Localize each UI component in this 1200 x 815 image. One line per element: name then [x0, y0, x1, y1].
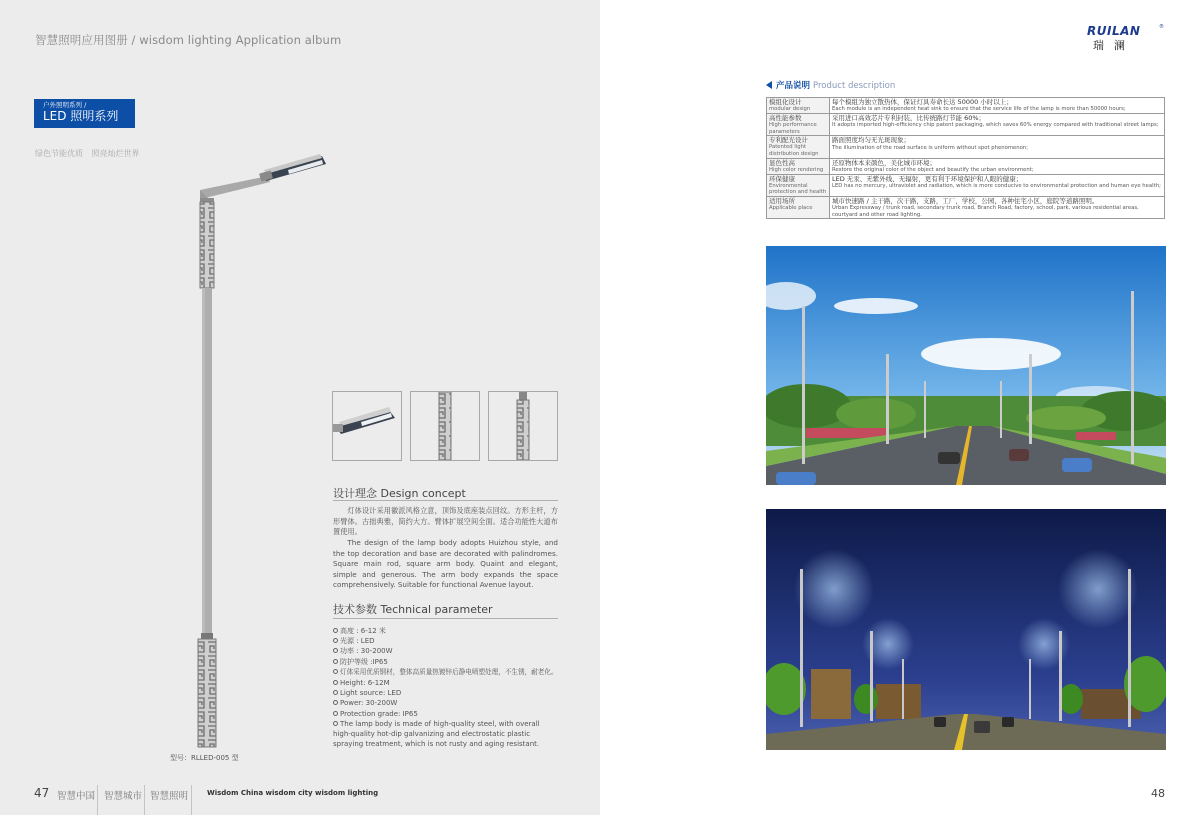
page-number-left: 47 [34, 786, 50, 800]
feature-detail-cell [830, 98, 1165, 114]
thumbnail-pole-base [488, 391, 558, 461]
thumbnail-lamp-head [332, 391, 402, 461]
feature-name-en: Applicable place [769, 205, 813, 212]
footer-category: 智慧中国 [57, 791, 96, 802]
technical-params-en [333, 678, 558, 749]
param-en-item: The lamp body is made of high-quality steel, with overall high-quality hot-dip galvanizing and electrostatic plastic spraying treatment, which is not rusty and aging resistant. [333, 719, 540, 749]
feature-detail-en: LED has no mercury, ultraviolet and radiation, which is more conducive to environmental protection and human eye health; [832, 183, 1161, 190]
description-row [767, 136, 1165, 158]
bullet-icon [333, 690, 338, 695]
design-concept-rule [333, 500, 558, 501]
bullet-icon [333, 659, 338, 664]
bullet-icon [333, 669, 338, 674]
ruilan-logo [1087, 24, 1167, 54]
bullet-icon [333, 721, 338, 726]
param-cn-item: 防护等级 :IP65 [333, 657, 563, 667]
feature-name-cn: 模组化设计 [769, 98, 802, 106]
bullet-icon [333, 700, 338, 705]
feature-name-cell [767, 113, 830, 135]
param-en-item: Power: 30-200W [333, 698, 558, 708]
technical-parameter-heading: 技术参数 Technical parameter [333, 603, 493, 616]
feature-detail-cn: 还原物体本来颜色，美化城市环境； [832, 158, 936, 167]
technical-params-cn [333, 626, 563, 677]
feature-detail-cell [830, 197, 1165, 219]
description-row [767, 98, 1165, 114]
footer-category: 智慧城市 [104, 791, 143, 802]
feature-detail-cn: LED 无汞、无紫外线、无辐射，更有利于环境保护和人眼的健康； [832, 174, 1023, 183]
feature-name-cell [767, 174, 830, 196]
feature-name-cell [767, 158, 830, 174]
product-description-table [766, 97, 1165, 219]
feature-name-en: modular design [769, 106, 811, 112]
design-concept-cn: 灯体设计采用徽派风格立意，顶饰及底座装点回纹。方形主杆，方形臂体。古拙典雅，简约大方。臂体扩展空间全面。适合功能性大道布置使用。 [333, 506, 558, 537]
param-en-item: Protection grade: IP65 [333, 709, 558, 719]
bullet-icon [333, 628, 338, 633]
feature-name-en: High performance parameters [769, 121, 817, 135]
album-title: 智慧照明应用图册 / wisdom lighting Application album [35, 33, 342, 47]
feature-detail-en: The illumination of the road surface is uniform without spot phenomenon; [832, 144, 1028, 151]
slogan: 绿色节能优质 照亮灿烂世界 [35, 149, 140, 158]
bullet-icon [333, 711, 338, 716]
feature-detail-cell [830, 136, 1165, 158]
series-badge [34, 99, 135, 128]
footer-category: 智慧照明 [150, 791, 189, 802]
logo-cn: 瑞澜 [1093, 39, 1135, 52]
section-marker-icon [766, 81, 772, 89]
feature-detail-cn: 每个模组为独立散热体，保证灯具寿命长达 50000 小时以上； [832, 98, 1013, 106]
feature-detail-cell [830, 174, 1165, 196]
model-number: 型号：RLLED-005 型 [170, 754, 239, 762]
feature-detail-cell [830, 158, 1165, 174]
thumbnail-pole-top [410, 391, 480, 461]
feature-detail-cell [830, 113, 1165, 135]
feature-name-cell [767, 136, 830, 158]
logo-brand: RUILAN [1087, 24, 1141, 38]
right-page [600, 0, 1200, 815]
street-lamp-illustration [170, 150, 335, 750]
detail-thumbnails [332, 391, 558, 461]
bullet-icon [333, 648, 338, 653]
footer-divider [97, 785, 98, 815]
feature-name-en: Patented light distribution design [769, 144, 819, 158]
footer-slogan-en: Wisdom China wisdom city wisdom lighting [207, 789, 379, 797]
pole-ornament-icon [411, 392, 479, 460]
bullet-icon [333, 680, 338, 685]
nighttime-road-photo [766, 509, 1166, 750]
footer-divider [191, 785, 192, 815]
feature-name-en: Environmental protection and health [769, 182, 827, 196]
product-description-title: 产品说明 Product description [766, 79, 895, 91]
design-concept-heading: 设计理念 Design concept [333, 487, 466, 500]
series-subtitle: 户外照明系列 / [43, 101, 87, 109]
lamp-head [259, 154, 326, 181]
description-row [767, 158, 1165, 174]
series-title: LED 照明系列 [43, 109, 119, 123]
feature-name-en: High color rendering [769, 166, 824, 173]
pole-base-icon [489, 392, 557, 460]
feature-detail-en: Urban Expressway / trunk road, secondary trunk road, Branch Road, factory, school, park, various residential areas, courtyard and other road lighting. [832, 205, 1139, 218]
feature-name-cell [767, 98, 830, 114]
param-cn-item: 高度 : 6-12 米 [333, 626, 563, 636]
footer-divider [144, 785, 145, 815]
daytime-road-photo [766, 246, 1166, 485]
description-row [767, 174, 1165, 196]
description-row [767, 197, 1165, 219]
param-cn-item: 灯体采用优质钢材，整体高质量热镀锌后静电喷塑处理，不生锈，耐老化。 [333, 667, 563, 677]
feature-name-cn: 专利配光设计 [769, 136, 808, 145]
feature-detail-en: It adopts imported high-efficiency chip patent packaging, which saves 60% energy compared with traditional street lamps; [832, 122, 1159, 129]
feature-detail-cn: 城市快速路 / 主干路，次干路，支路，工厂，学校，公园，各种住宅小区，庭院等道路照明。 [832, 197, 1099, 206]
feature-name-cn: 适用场所 [769, 197, 795, 206]
bullet-icon [333, 638, 338, 643]
feature-detail-en: Each module is an independent heat sink to ensure that the service life of the lamp is more than 50000 hours; [832, 106, 1126, 113]
technical-parameter-rule [333, 618, 558, 619]
param-en-item: Height: 6-12M [333, 678, 558, 688]
feature-name-cn: 高性能参数 [769, 113, 802, 122]
lamp-head-icon [333, 392, 401, 460]
registered-mark: ® [1159, 24, 1164, 30]
feature-detail-cn: 路面照度均匀无光斑现象； [832, 136, 910, 145]
page-number-right: 48 [1151, 787, 1165, 800]
param-en-item: Light source: LED [333, 688, 558, 698]
param-cn-item: 功率 : 30-200W [333, 646, 563, 656]
feature-name-cell [767, 197, 830, 219]
feature-name-cn: 环保健康 [769, 174, 795, 183]
description-row [767, 113, 1165, 135]
feature-name-cn: 显色性高 [769, 158, 795, 167]
feature-detail-en: Restore the original color of the object and beautify the urban environment; [832, 167, 1034, 174]
feature-detail-cn: 采用进口高效芯片专利封装，比传统路灯节能 60%； [832, 113, 986, 122]
design-concept-en: The design of the lamp body adopts Huizhou style, and the top decoration and base are decorated with palindromes. Square main rod, square arm body. Quaint and elegant, simple and generous. The arm body expands the space comprehensively. Suitable for functional Avenue layout. [333, 538, 558, 590]
param-cn-item: 光源 : LED [333, 636, 563, 646]
